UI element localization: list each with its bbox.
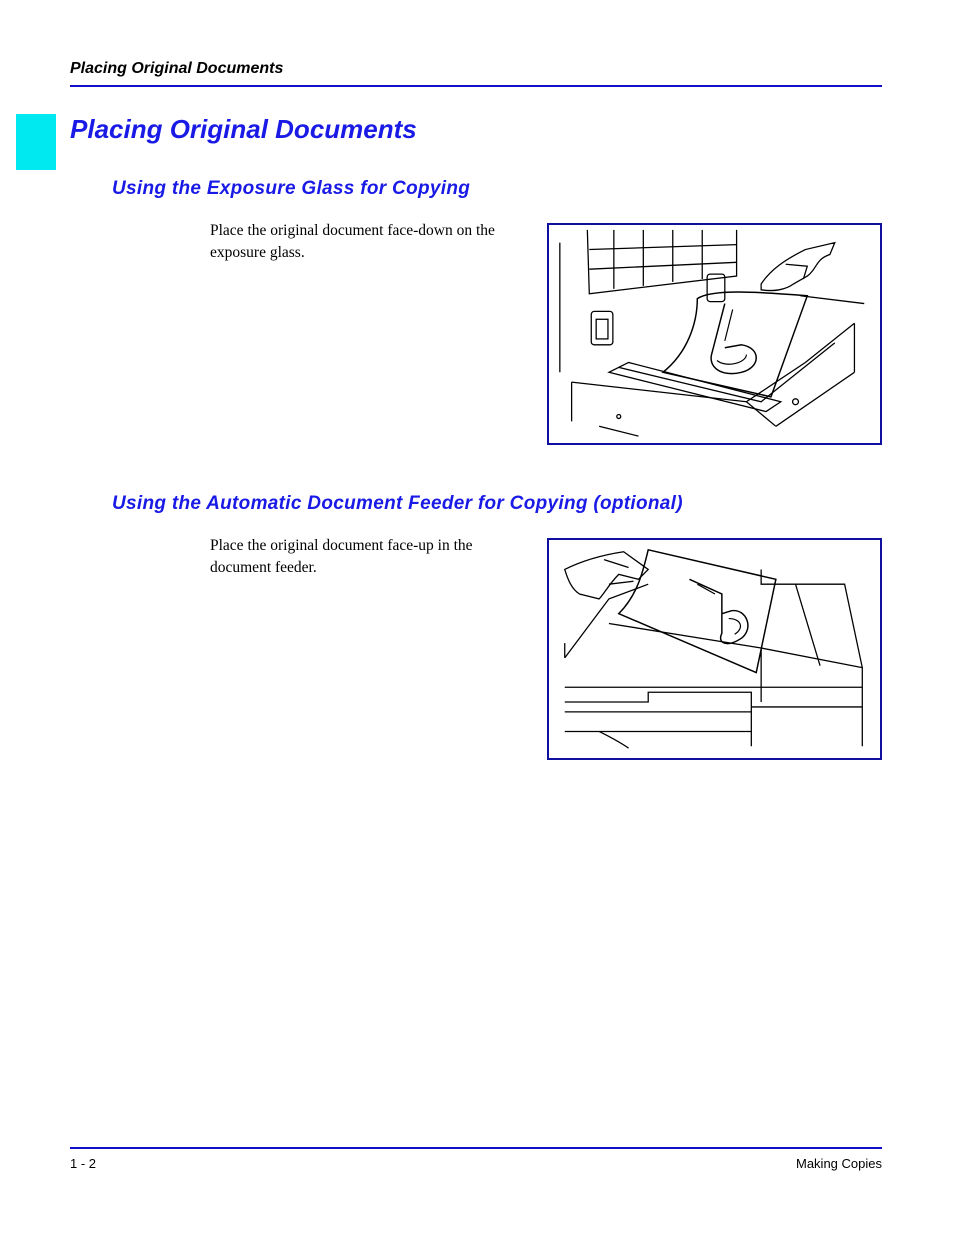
chapter-name: Making Copies <box>796 1156 882 1171</box>
document-feeder-illustration <box>547 538 882 760</box>
chapter-tab-marker <box>16 114 56 170</box>
exposure-glass-illustration <box>547 223 882 445</box>
footer-divider <box>70 1147 882 1149</box>
document-feeder-drawing <box>549 540 880 758</box>
exposure-glass-drawing <box>549 225 880 443</box>
running-header: Placing Original Documents <box>70 60 284 77</box>
section-heading-document-feeder: Using the Automatic Document Feeder for Copying (optional) <box>112 493 683 514</box>
page-number: 1 - 2 <box>70 1156 97 1171</box>
section-body-exposure-glass: Place the original document face-down on the exposure glass. <box>210 222 495 261</box>
header-divider <box>70 85 882 87</box>
page-title: Placing Original Documents <box>70 114 417 144</box>
section-heading-exposure-glass: Using the Exposure Glass for Copying <box>112 178 471 199</box>
section-body-document-feeder: Place the original document face-up in the document feeder. <box>210 537 473 576</box>
